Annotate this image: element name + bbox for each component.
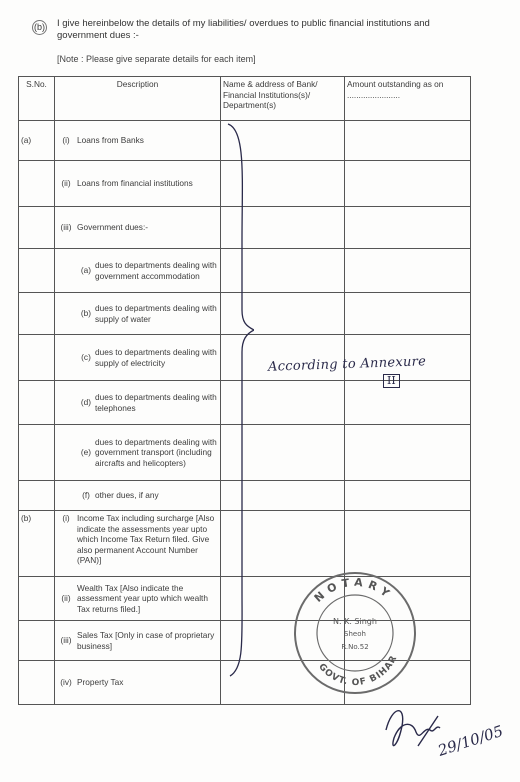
stamp-place: Sheoh: [344, 630, 366, 638]
cell-sno: [19, 335, 55, 381]
signature-date: 29/10/05: [435, 721, 506, 760]
cell-amount: [345, 161, 471, 207]
sub-item-letter: (c): [81, 352, 91, 363]
header-sno: S.No.: [19, 77, 55, 121]
cell-description: [55, 207, 221, 249]
item-text: dues to departments dealing with telephones: [95, 392, 217, 413]
cell-description: [55, 661, 221, 705]
header-name-address: Name & address of Bank/ Financial Institutions(s)/ Department(s): [221, 77, 345, 121]
item-text: dues to departments dealing with supply of water: [95, 303, 217, 324]
cell-description: [55, 481, 221, 511]
cell-sno: [19, 425, 55, 481]
item-number: (ii): [61, 593, 71, 604]
sub-item-letter: (b): [80, 308, 92, 319]
sub-item-letter: (e): [80, 447, 92, 458]
item-text: Loans from financial institutions: [77, 178, 193, 189]
signature: [378, 686, 508, 770]
handwritten-note: According to Annexure: [267, 354, 427, 375]
item-text: Property Tax: [77, 677, 124, 688]
cell-amount: [345, 121, 471, 161]
cell-description: [55, 293, 221, 335]
cell-sno: [19, 577, 55, 621]
header-amount: Amount outstanding as on .......................: [345, 77, 471, 121]
header-row: [19, 77, 471, 121]
cell-description: [55, 381, 221, 425]
section-label: (b): [32, 20, 47, 35]
item-number: (ii): [61, 178, 71, 189]
cell-sno: [19, 481, 55, 511]
cell-amount: [345, 293, 471, 335]
item-text: dues to departments dealing with supply of electricity: [95, 347, 217, 368]
cell-amount: [345, 481, 471, 511]
note-text: [Note : Please give separate details for each item]: [57, 54, 256, 64]
item-text: Income Tax including surcharge [Also indicate the assessments year upto which Income Tax Return filed. Give also permanent Account Number (PAN)]: [77, 513, 215, 565]
handwritten-annexure-ref: II: [383, 374, 400, 388]
cell-sno: (a): [19, 121, 55, 161]
item-text: dues to departments dealing with government accommodation: [95, 260, 217, 281]
stamp-top-text: NOTARY: [311, 575, 396, 605]
cell-description: [55, 121, 221, 161]
item-text: Loans from Banks: [77, 135, 144, 146]
item-text: Sales Tax [Only in case of proprietary business]: [77, 630, 215, 651]
cell-sno: [19, 381, 55, 425]
item-number: (i): [62, 513, 70, 523]
stamp-bottom-text: GOVT. OF BIHAR: [316, 653, 400, 689]
item-number: (iv): [60, 677, 72, 688]
header-description: Description: [55, 77, 221, 121]
cell-sno: [19, 621, 55, 661]
item-text: dues to departments dealing with government transport (including aircrafts and helicopters): [95, 436, 217, 468]
cell-description: [55, 577, 221, 621]
cell-description: [55, 425, 221, 481]
notary-stamp: [290, 568, 420, 698]
sub-item-letter: (d): [80, 397, 92, 408]
cell-description: [55, 335, 221, 381]
cell-sno: [19, 249, 55, 293]
cell-amount: [345, 207, 471, 249]
cell-description: [55, 511, 221, 577]
sub-item-letter: (f): [82, 490, 90, 501]
sub-item-letter: (a): [80, 265, 92, 276]
handwritten-brace: [224, 120, 254, 680]
cell-amount: [345, 381, 471, 425]
item-number: (i): [62, 135, 70, 146]
cell-sno: [19, 293, 55, 335]
cell-sno: [19, 207, 55, 249]
cell-sno: [19, 161, 55, 207]
stamp-reg: R.No.52: [341, 643, 369, 651]
item-number: (iii): [60, 635, 72, 646]
cell-sno: (b): [19, 511, 55, 577]
item-number: (iii): [60, 222, 72, 233]
cell-description: [55, 621, 221, 661]
item-text: Wealth Tax [Also indicate the assessment year upto which wealth Tax returns filed.]: [77, 582, 208, 614]
item-text: other dues, if any: [95, 490, 159, 501]
cell-description: [55, 161, 221, 207]
cell-sno: [19, 661, 55, 705]
cell-amount: [345, 511, 471, 577]
cell-description: [55, 249, 221, 293]
stamp-name: N. K. Singh: [333, 617, 377, 626]
item-text: Government dues:-: [77, 222, 149, 233]
cell-amount: [345, 425, 471, 481]
intro-text: I give hereinbelow the details of my liabilities/ overdues to public financial institutions and government dues :-: [57, 18, 430, 41]
cell-amount: [345, 249, 471, 293]
